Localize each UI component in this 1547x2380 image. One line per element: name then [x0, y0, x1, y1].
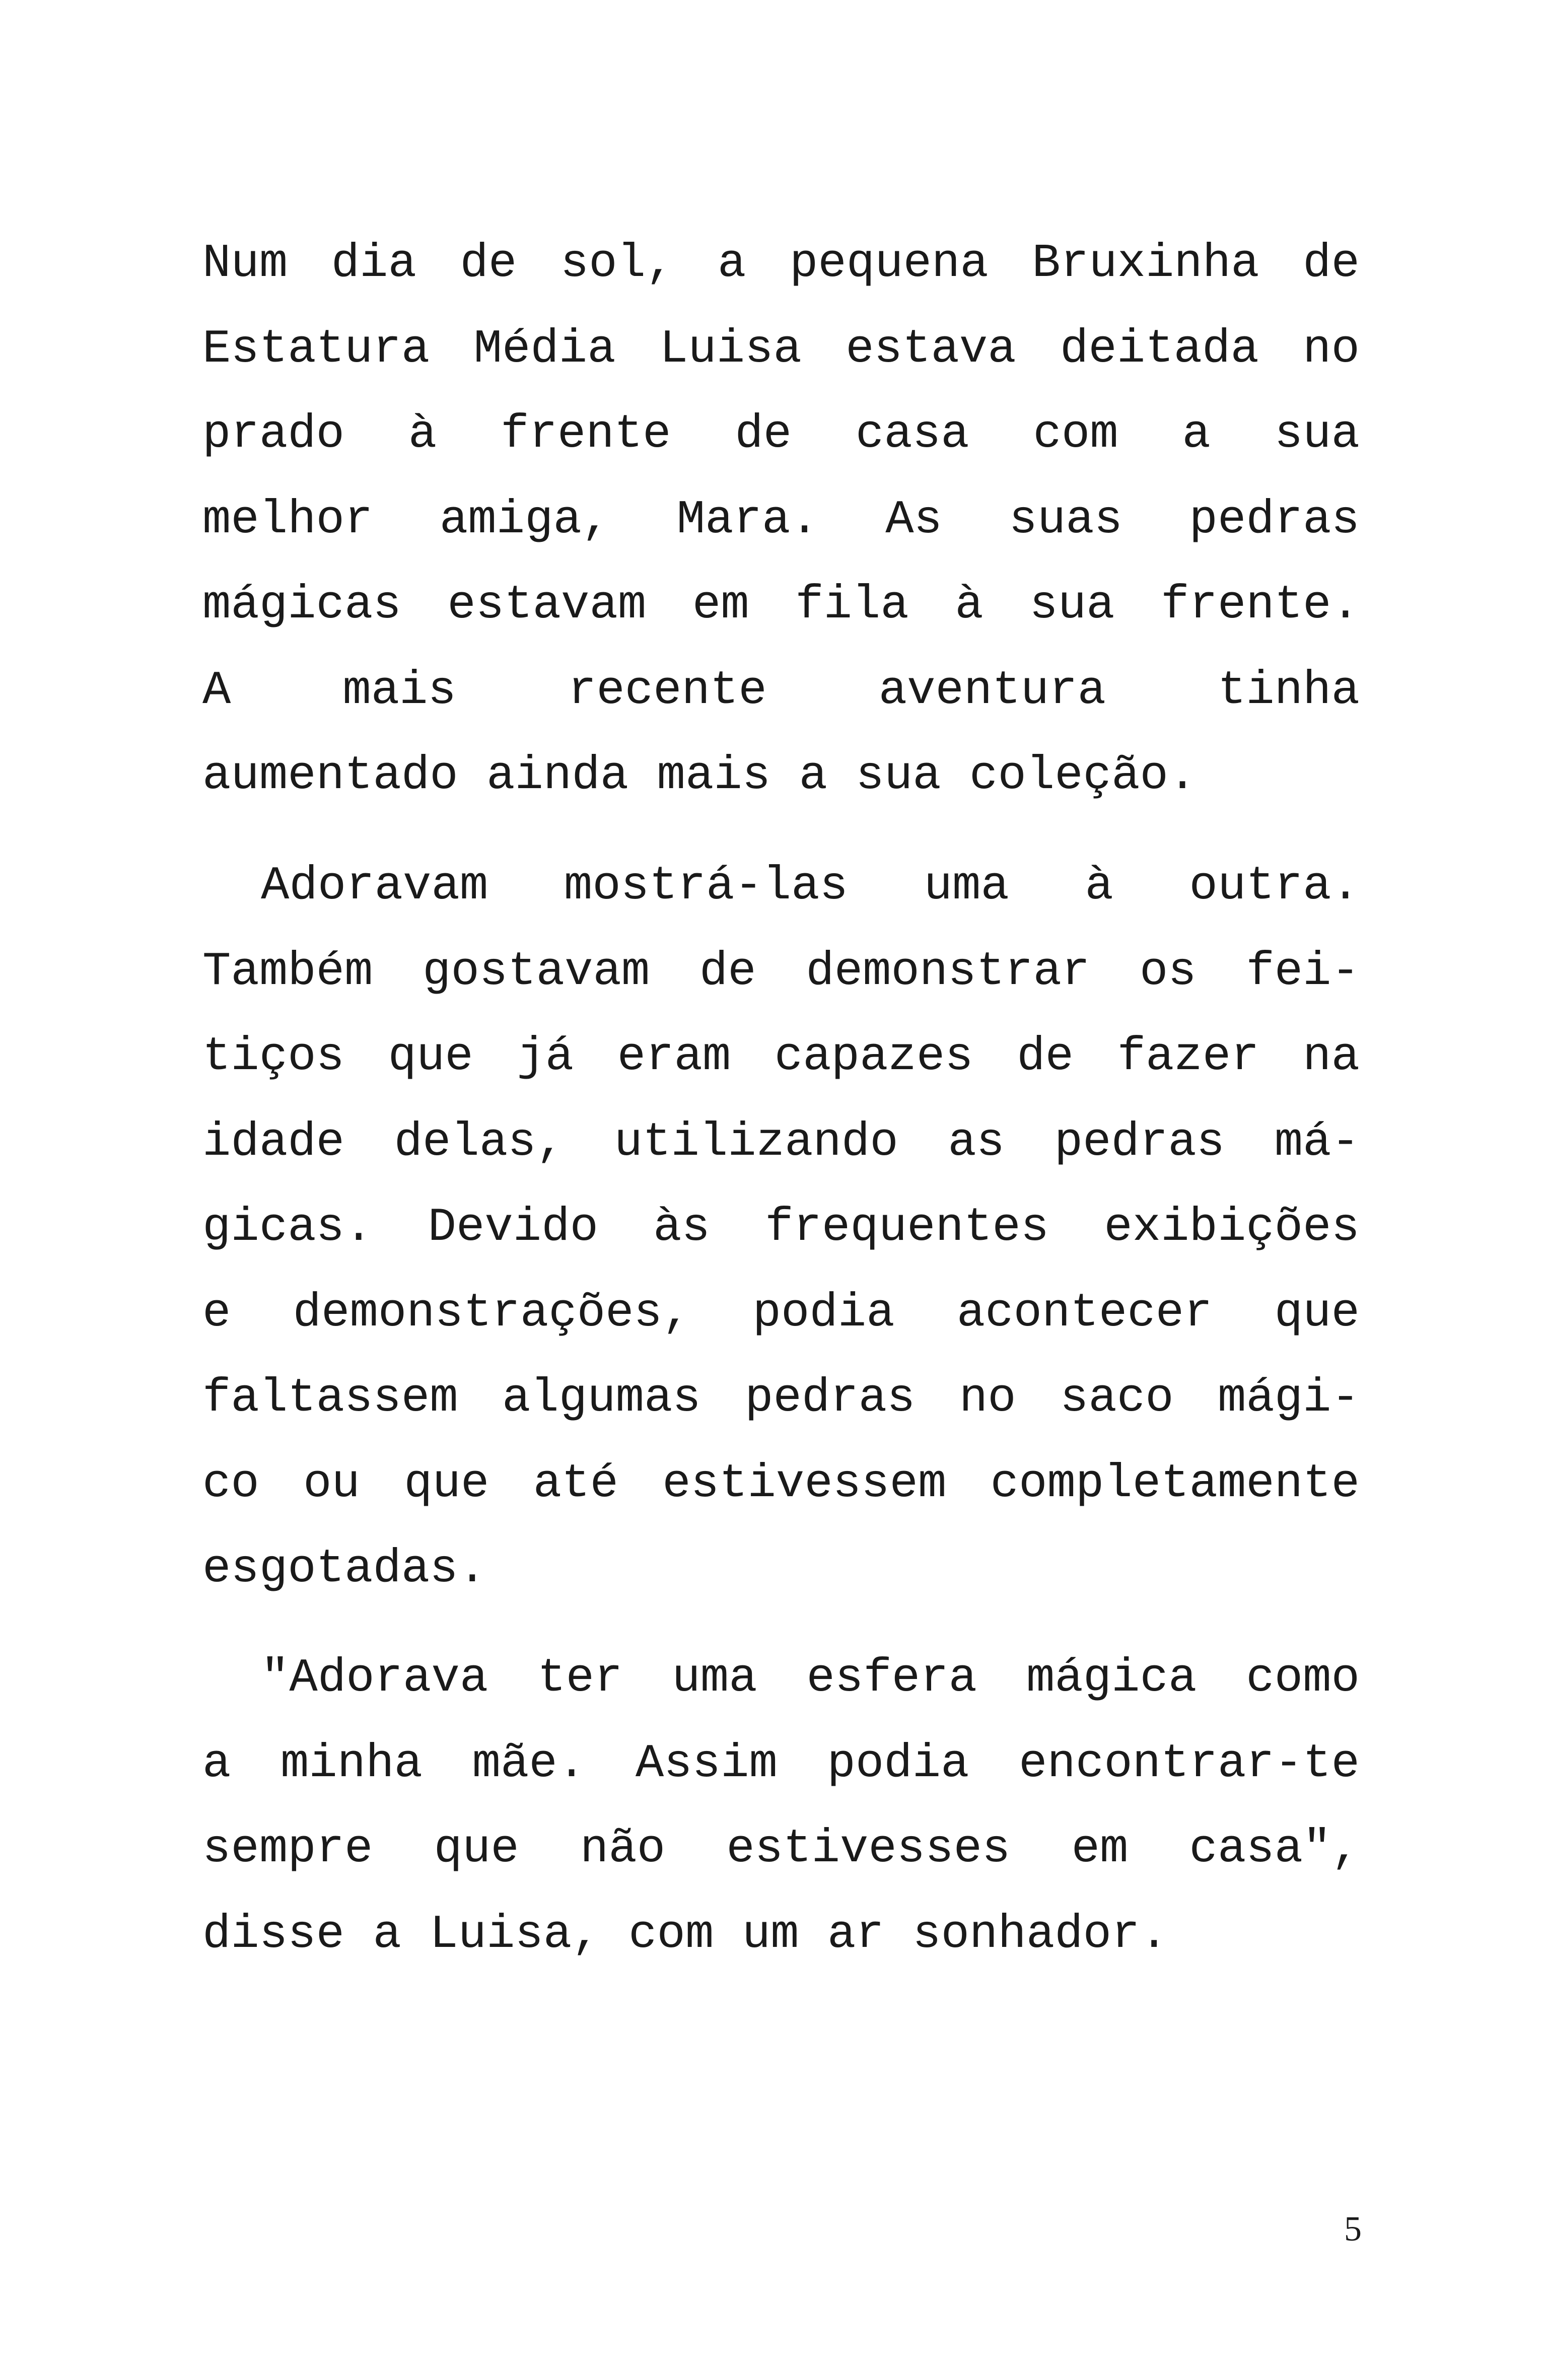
paragraph-3: [202, 1636, 1360, 1978]
paragraph-line: A mais recente aventura tinha: [202, 664, 1360, 718]
paragraph-line: aumentado ainda mais a sua coleção.: [202, 749, 1197, 803]
paragraph-line: sempre que não estivesses em casa",: [202, 1823, 1360, 1876]
paragraph-line: Adoravam mostrá-las uma à outra.: [261, 860, 1360, 913]
paragraph-line: a minha mãe. Assim podia encontrar-te: [202, 1737, 1360, 1791]
paragraph-line: co ou que até estivessem completamente: [202, 1457, 1360, 1511]
paragraph-line: Também gostavam de demonstrar os fei-: [202, 945, 1360, 999]
paragraph-2: [202, 844, 1360, 1613]
paragraph-line: "Adorava ter uma esfera mágica como: [261, 1652, 1360, 1705]
paragraph-line: Estatura Média Luisa estava deitada no: [202, 322, 1360, 376]
paragraph-line: melhor amiga, Mara. As suas pedras: [202, 493, 1360, 547]
paragraph-line: prado à frente de casa com a sua: [202, 408, 1360, 461]
paragraph-line: faltassem algumas pedras no saco mági-: [202, 1372, 1360, 1425]
paragraph-line: esgotadas.: [202, 1543, 487, 1596]
paragraph-line: disse a Luisa, com um ar sonhador.: [202, 1908, 1168, 1962]
paragraph-line: Num dia de sol, a pequena Bruxinha de: [202, 237, 1360, 291]
paragraph-line: idade delas, utilizando as pedras má-: [202, 1115, 1360, 1169]
paragraph-line: mágicas estavam em fila à sua frente.: [202, 579, 1360, 632]
page-number: 5: [1344, 2210, 1362, 2249]
paragraph-line: tiços que já eram capazes de fazer na: [202, 1030, 1360, 1084]
paragraph-1: [202, 222, 1360, 819]
paragraph-line: e demonstrações, podia acontecer que: [202, 1286, 1360, 1340]
paragraph-line: gicas. Devido às frequentes exibições: [202, 1201, 1360, 1254]
